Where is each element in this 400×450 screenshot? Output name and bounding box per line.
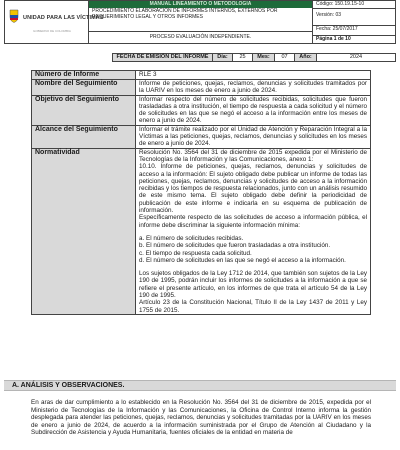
year-label: Año: [295,54,317,61]
objective-value: Informar respecto del número de solicitudes recibidas, solicitudes que fueron trasladadas a otra institución, el tiempo de respuesta a cada solicitud y el número de solicitudes en las que se negó el acceso a la información entre los meses de enero a junio de 2024. [136,95,371,125]
table-row [32,71,371,80]
logo-area [5,1,104,43]
table-row [32,95,371,125]
month-value: 07 [275,54,295,61]
norm-paragraph: Resolución No. 3564 del 31 de diciembre de 2015 expedida por el Ministerio de Tecnologías de la Información y las Comunicaciones, anexo 1: [139,148,367,163]
report-number-label: Número de Informe [32,71,136,80]
day-value: 25 [233,54,253,61]
norm-list-item: a. El número de solicitudes recibidas. [139,234,244,242]
colombia-shield-icon [9,9,19,23]
document-header [4,0,396,44]
scope-value: Informar el trámite realizado por el Unidad de Atención y Reparación Integral a la Víctimas a las peticiones, quejas, reclamos, denuncias y solicitudes en los meses de enero a junio de 2024. [136,125,371,148]
norm-paragraph: 10.10. Informe de peticiones, quejas, reclamos, denuncias y solicitudes de acceso a la información: El sujeto obligado debe publicar un informe de todas las peticiones, quejas, reclamos, denuncias y solicitudes de acceso a la información recibidas y los tiempos de respuesta relacionados, junto con un análisis resumido de este mismo tema. El sujeto obligado debe definir la periodicidad de publicación de este informe e indicarla en su esquema de publicación de información. [139,163,367,215]
table-row [32,80,371,96]
emission-title: FECHA DE EMISIÓN DEL INFORME [113,54,213,61]
doc-date: Fecha: 25/07/2017 [313,26,395,36]
scope-label: Alcance del Seguimiento [32,125,136,148]
norm-paragraph: Los sujetos obligados de la Ley 1712 de 2014, que también son sujetos de la Ley 190 de 1995, podrán incluir los informes de solicitudes a la información a que se refiere el presente artículo, en los informes de que trata el artículo 54 de la Ley 190 de 1995. [139,270,367,300]
norm-list-item: c. El tiempo de respuesta cada solicitud. [139,249,252,257]
year-value: 2024 [349,54,363,60]
table-row [32,125,371,148]
header-band-title: MANUAL LINEAMIENTO O METODOLOGÍA [89,1,312,8]
norm-list-item: d. El número de solicitudes en las que se negó el acceso a la información. [139,256,346,264]
objective-label: Objetivo del Seguimiento [32,95,136,125]
norm-value [136,148,371,314]
report-number-value: RLE 3 [136,71,371,80]
follow-name-value: Informe de peticiones, quejas, reclamos, denuncias y solicitudes tramitados por la UARIV en los meses de enero a junio de 2024. [136,80,371,96]
norm-paragraph: Específicamente respecto de las solicitudes de acceso a información pública, el informe debe discriminar la siguiente información mínima: [139,214,367,229]
norm-label: Normatividad [32,148,136,314]
doc-code: Código: 150.19.15-10 [313,1,395,9]
table-row [32,148,371,314]
procedure-name: PROCEDIMIENTO ELABORACIÓN DE INFORMES INTERNOS, EXTERNOS POR REQUERIMIENTO LEGAL Y OTROS INFORMES [89,8,312,32]
follow-name-label: Nombre del Seguimiento [32,80,136,96]
norm-list-item: b. El número de solicitudes que fueron trasladadas a otra institución. [139,242,331,250]
emission-date-row [112,53,396,62]
process-name: PROCESO EVALUACIÓN INDEPENDIENTE. [149,34,252,40]
section-a-paragraph: En aras de dar cumplimiento a lo establecido en la Resolución No. 3564 del 31 de diciembre de 2015, expedida por el Ministerio de Tecnologías de la Información y las Comunicaciones, la Oficina de Control Interno informa la gestión desplegada para atender las peticiones, quejas, reclamos, denuncias y solicitudes tramitadas por la UARIV en los meses de enero a junio de 2024, de acuerdo a la información suministrada por el Grupo de Atención al Ciudadano y la Subdirección de Asistencia y Ayuda Humanitaria, fuentes oficiales de la entidad en materia de [31,399,371,437]
logo-name: UNIDAD PARA LAS VÍCTIMAS [23,15,104,21]
doc-page: Página 1 de 10 [316,35,351,42]
month-label: Mes: [253,54,275,61]
report-info-table [31,70,371,315]
logo-subtitle: GOBIERNO DE COLOMBIA [33,29,71,33]
header-center [89,1,313,43]
day-label: Día: [213,54,233,61]
norm-paragraph: Artículo 23 de la Constitución Nacional, Título II de la Ley 1437 de 2011 y Ley 1755 de 2015. [139,299,367,314]
header-meta [313,1,395,43]
doc-version: Versión: 03 [313,9,395,26]
section-a-heading: A. ANÁLISIS Y OBSERVACIONES. [4,380,396,391]
